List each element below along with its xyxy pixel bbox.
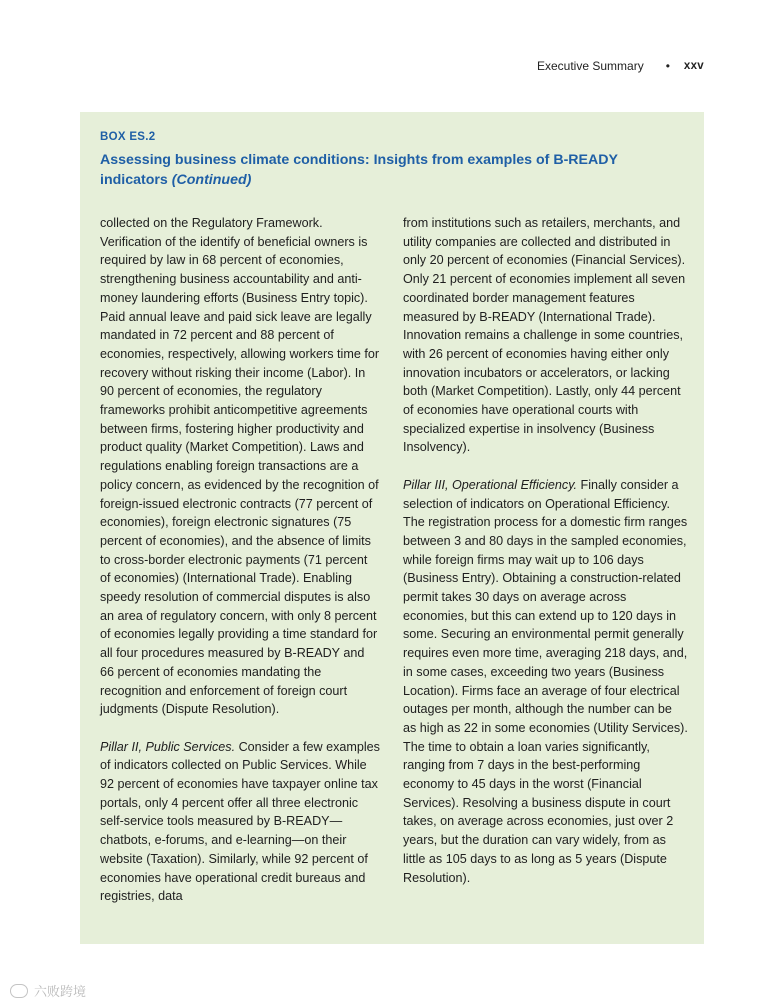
right-column <box>403 214 688 887</box>
box-title <box>100 150 660 190</box>
watermark-text: 六败跨境 <box>34 984 87 999</box>
watermark <box>10 981 86 1000</box>
running-header <box>537 59 704 73</box>
left-column <box>100 214 380 906</box>
section-title: Executive Summary <box>537 59 644 73</box>
box-label: BOX ES.2 <box>100 131 156 143</box>
right-paragraph-1: from institutions such as retailers, merchants, and utility companies are collected and distributed in only 20 percent of economies (Financial Services). Only 21 percent of economies implement all seven coordinated border management features measured by B-READY (International Trade). Innovation remains a challenge in some countries, with 26 percent of economies having either only innovation incubators or accelerators, or lacking both (Market Competition). Lastly, only 44 percent of economies have operational courts with specialized expertise in insolvency (Business Insolvency). <box>403 216 686 455</box>
pillar-3-paragraph <box>403 476 688 887</box>
box-title-text: Assessing business climate conditions: Insights from examples of B-READY indicators <box>100 152 618 188</box>
page-number: xxv <box>683 60 704 72</box>
pillar-2-paragraph <box>100 738 380 906</box>
left-paragraph-1: collected on the Regulatory Framework. Verification of the identify of beneficial owners is required by law in 68 percent of economies, strengthening business accountability and anti-money laundering efforts (Business Entry topic). Paid annual leave and paid sick leave are legally mandated in 72 percent and 88 percent of economies, respectively, allowing workers time for recovery without risking their income (Labor). In 90 percent of economies, the regulatory frameworks prohibit anticompetitive agreements between firms, fostering higher productivity and product quality (Market Competition). Laws and regulations enabling foreign transactions are a policy concern, as evidenced by the recognition of foreign-issued electronic contracts (77 percent of economies), foreign electronic signatures (75 percent of economies), and the absence of limits to cross-border electronic payments (71 percent of economies) (International Trade). Enabling speedy resolution of commercial disputes is also an area of regulatory concern, with only 8 percent of economies legally providing a time standard for all four procedures measured by B-READY and 66 percent of economies mandating the recognition and enforcement of foreign court judgments (Dispute Resolution). <box>100 216 380 717</box>
box-es2 <box>80 112 704 944</box>
box-title-continued: (Continued) <box>171 172 252 188</box>
pillar-3-heading: Pillar III, Operational Efficiency. <box>403 477 578 492</box>
pillar-2-heading: Pillar II, Public Services. <box>100 739 236 754</box>
header-bullet: • <box>665 59 670 73</box>
pillar-3-text: Finally consider a selection of indicators on Operational Efficiency. The registration process for a domestic firm ranges between 3 and 80 days in the sampled economies, while foreign firms may wait up to 106 days (Business Entry). Obtaining a construction-related permit takes 30 days on average across economies, but this can extend up to 120 days in some. Securing an environmental permit generally requires even more time, averaging 218 days, and, in some cases, exceeding two years (Business Location). Firms face an average of four electrical outages per month, although the number can be as high as 22 in some economies (Utility Services). The time to obtain a loan varies significantly, ranging from 7 days in the best-performing economy to 45 days in the worst (Financial Services). Resolving a business dispute in court takes, on average across economies, just over 2 years, but the duration can vary widely, from as little as 105 days to as long as 5 years (Dispute Resolution). <box>403 477 688 885</box>
watermark-logo-icon <box>10 984 28 998</box>
pillar-2-text: Consider a few examples of indicators collected on Public Services. While 92 percent of economies have taxpayer online tax portals, only 4 percent offer all three electronic self-service tools measured by B-READY—chatbots, e-forums, and e-learning—on their website (Taxation). Similarly, while 92 percent of economies have operational credit bureaus and registries, data <box>100 739 380 904</box>
